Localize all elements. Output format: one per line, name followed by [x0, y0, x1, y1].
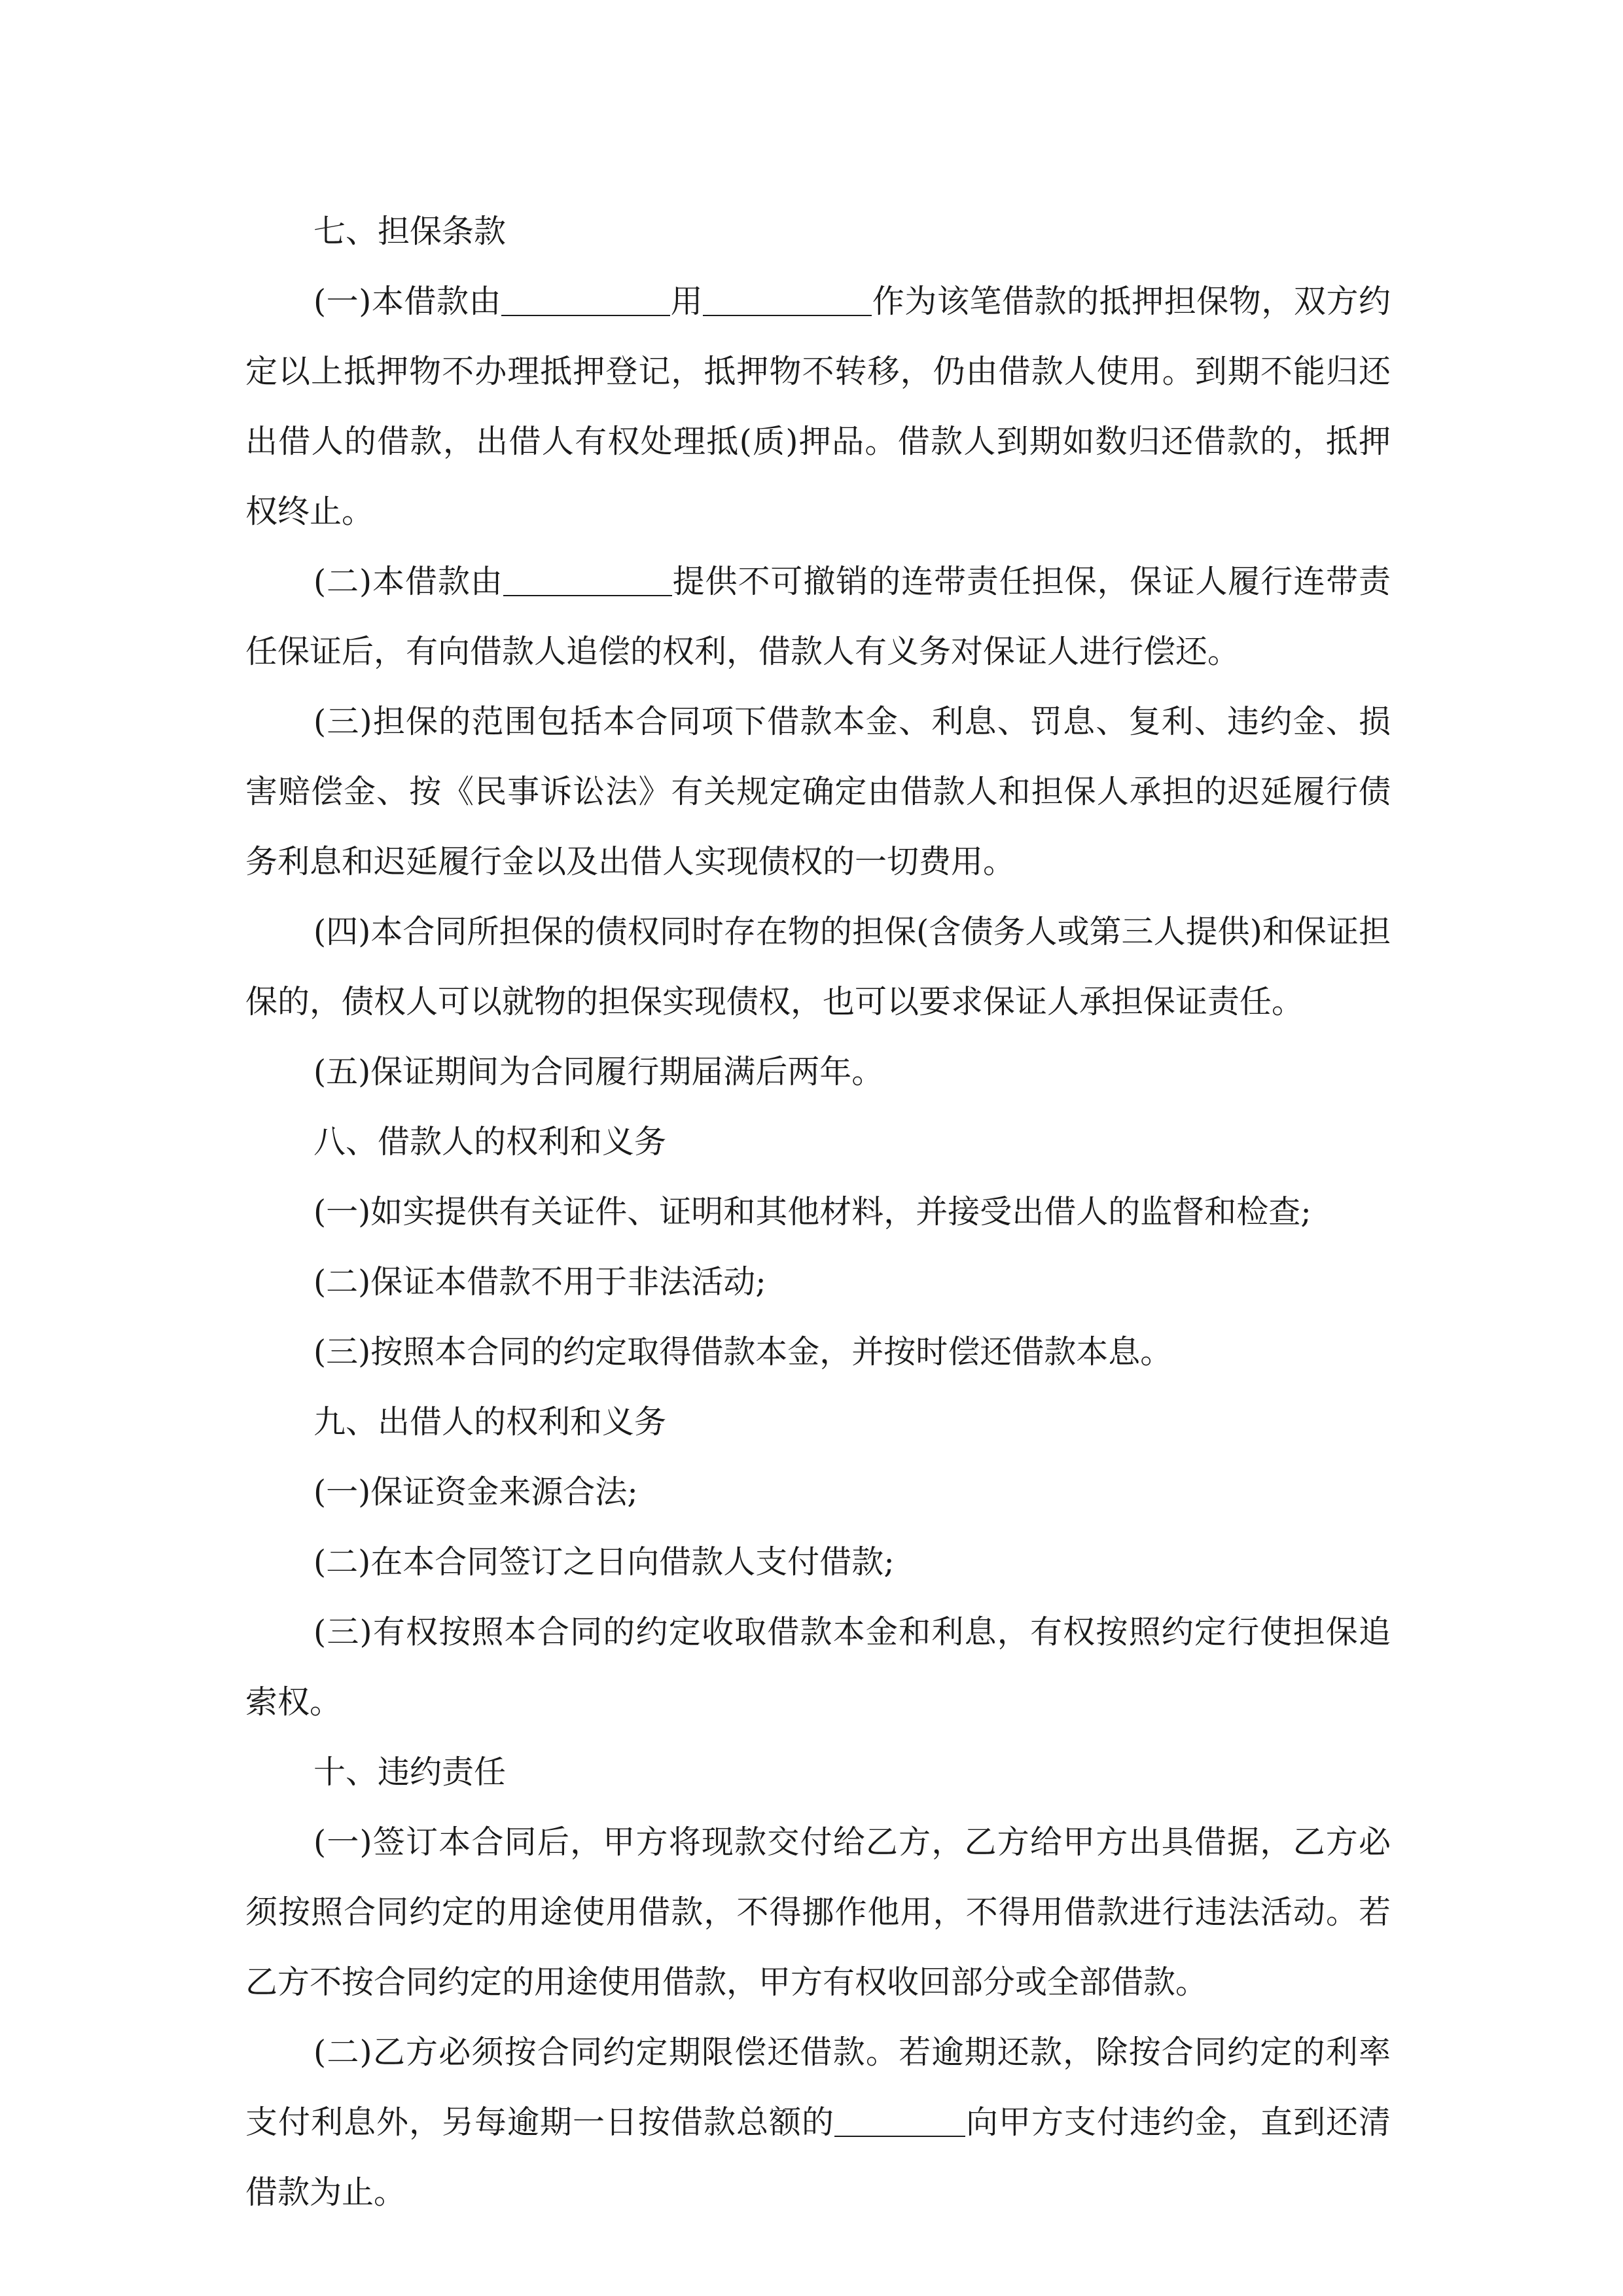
section-7-clause-1-part-a: (一)本借款由: [313, 283, 502, 320]
section-10-clause-2-part-b: 向甲方支付违约金，直到还清借款为止。: [245, 2104, 1391, 2211]
section-7-clause-5: (五)保证期间为合同履行期届满后两年。: [313, 1053, 884, 1090]
section-7-clause-1-part-c: 作为该笔借款的抵押担保物，双方约定以上抵押物不办理抵押登记，抵押物不转移，仍由借款人使用。到期不能归还出借人的借款，出借人有权处理抵(质)押品。借款人到期如数归还借款的，抵押权终止。: [245, 283, 1391, 530]
section-9-clause-2: (二)在本合同签订之日向借款人支付借款;: [313, 1543, 895, 1581]
section-7-clause-3: (三)担保的范围包括本合同项下借款本金、利息、罚息、复利、违约金、损害赔偿金、按《民事诉讼法》有关规定确定由借款人和担保人承担的迟延履行债务利息和迟延履行金以及出借人实现债权的一切费用。: [245, 703, 1391, 880]
section-7-clause-1-part-b: 用: [670, 283, 704, 320]
collateral-item-blank: [703, 286, 872, 316]
document-page: [245, 196, 1391, 2227]
section-7-heading: 七、担保条款: [313, 213, 507, 250]
penalty-rate-blank: [834, 2107, 965, 2137]
section-10-clause-2: [245, 2017, 1391, 2227]
section-10-clause-1: (一)签订本合同后，甲方将现款交付给乙方，乙方给甲方出具借据，乙方必须按照合同约定的用途使用借款，不得挪作他用，不得用借款进行违法活动。若乙方不按合同约定的用途使用借款，甲方有权收回部分或全部借款。: [245, 1823, 1391, 2001]
section-10-heading: 十、违约责任: [313, 1753, 507, 1791]
collateral-owner-blank: [501, 286, 670, 316]
section-7-clause-2-part-b: 提供不可撤销的连带责任担保，保证人履行连带责任保证后，有向借款人追偿的权利，借款人有义务对保证人进行偿还。: [245, 563, 1391, 670]
section-9-clause-3: (三)有权按照本合同的约定收取借款本金和利息，有权按照约定行使担保追索权。: [245, 1613, 1391, 1721]
section-7-clause-4: (四)本合同所担保的债权同时存在物的担保(含债务人或第三人提供)和保证担保的，债权人可以就物的担保实现债权，也可以要求保证人承担保证责任。: [245, 913, 1391, 1020]
section-7-clause-1: [245, 266, 1391, 547]
section-10-clause-2-part-a: (二)乙方必须按合同约定期限偿还借款。若逾期还款，除按合同约定的利率支付利息外，另每逾期一日按借款总额的: [245, 2034, 1391, 2141]
section-7-clause-2-part-a: (二)本借款由: [313, 563, 503, 600]
section-8-clause-1: (一)如实提供有关证件、证明和其他材料，并接受出借人的监督和检查;: [313, 1193, 1311, 1230]
section-7-clause-2: [245, 547, 1391, 687]
section-8-clause-2: (二)保证本借款不用于非法活动;: [313, 1263, 766, 1300]
section-9-heading: 九、出借人的权利和义务: [313, 1403, 667, 1441]
section-9-clause-1: (一)保证资金来源合法;: [313, 1473, 638, 1511]
section-8-clause-3: (三)按照本合同的约定取得借款本金，并按时偿还借款本息。: [313, 1333, 1173, 1371]
guarantor-blank: [503, 566, 672, 596]
section-8-heading: 八、借款人的权利和义务: [313, 1123, 667, 1160]
